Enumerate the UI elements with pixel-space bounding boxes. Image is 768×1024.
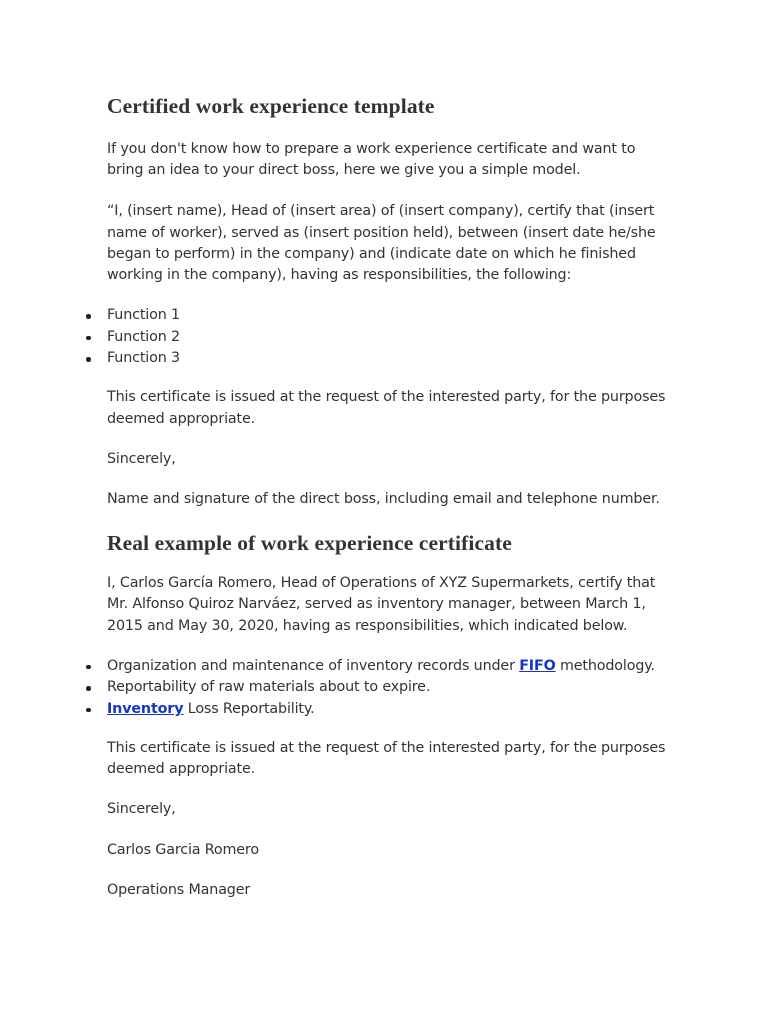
closing-text: Sincerely, [107,801,176,818]
issued-paragraph: This certificate is issued at the request of the interested party, for the purposes deemed appropriate. [107,740,666,778]
responsibilities-list [107,656,667,720]
fifo-link[interactable]: FIFO [519,657,556,674]
list-item: Function 3 [107,348,667,369]
template-paragraph: “I, (insert name), Head of (insert area) of (insert company), certify that (insert name of worker), served as (insert position held), between (insert date he/she began to perform) in the company) and (indicate date on which he finished working in the company), having as responsibilities, the following: [107,203,656,284]
issued-paragraph: This certificate is issued at the request of the interested party, for the purposes deemed appropriate. [107,389,666,427]
closing-text: Sincerely, [107,450,176,467]
inventory-link[interactable]: Inventory [107,700,184,717]
list-item-text: methodology. [555,657,655,674]
list-item [107,656,667,677]
list-item: Reportability of raw materials about to expire. [107,677,667,698]
signer-title: Operations Manager [107,881,251,898]
example-paragraph: I, Carlos García Romero, Head of Operations of XYZ Supermarkets, certify that Mr. Alfonso Quiroz Narváez, served as inventory manager, between March 1, 2015 and May 30, 2020, having as responsibilities, which indicated below. [107,575,656,634]
list-item-text: Loss Reportability. [183,700,315,717]
list-item [107,699,667,720]
list-item-text: Organization and maintenance of inventory records under [107,657,520,674]
document-page [107,92,667,901]
list-item: Function 2 [107,327,667,348]
signature-note: Name and signature of the direct boss, including email and telephone number. [107,491,660,508]
signer-name: Carlos Garcia Romero [107,841,259,858]
functions-list [107,305,667,369]
list-item: Function 1 [107,305,667,326]
example-heading: Real example of work experience certificate [107,531,512,556]
template-heading: Certified work experience template [107,94,435,118]
intro-paragraph: If you don't know how to prepare a work experience certificate and want to bring an idea to your direct boss, here we give you a simple model. [107,141,636,179]
